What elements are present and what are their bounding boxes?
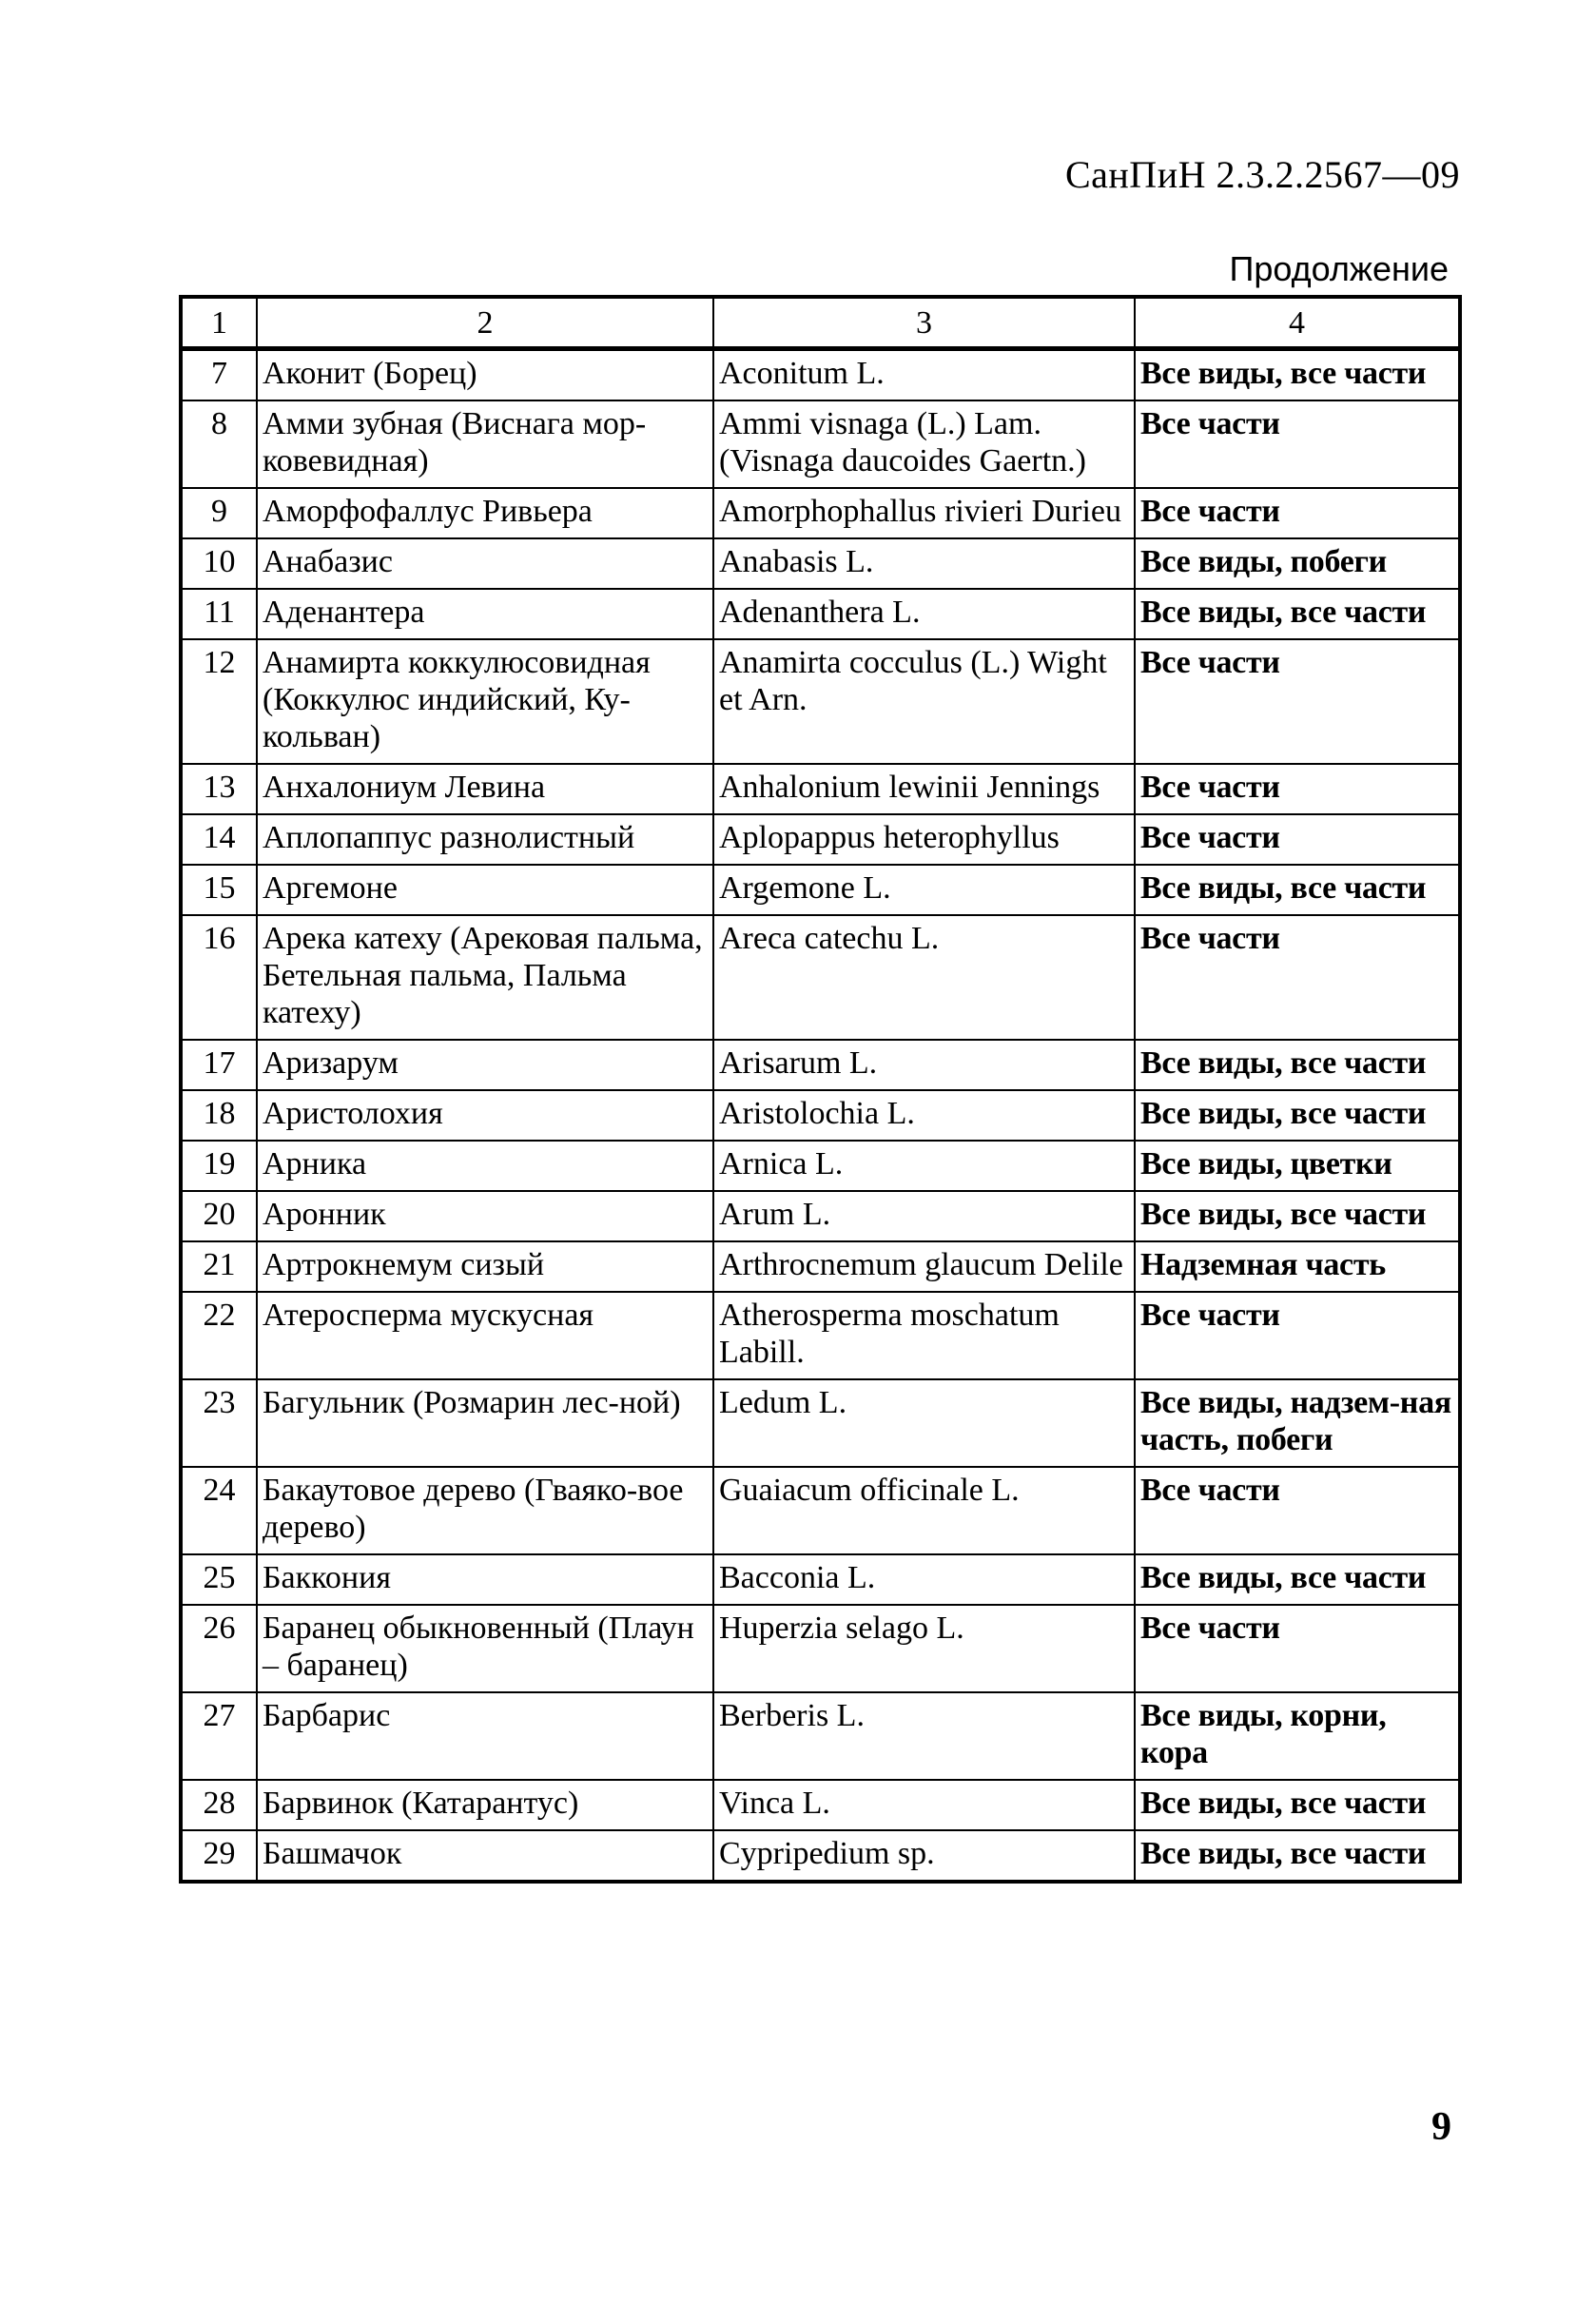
latin-name-cell: Anabasis L. bbox=[713, 538, 1135, 589]
latin-name-cell: Anhalonium lewinii Jennings bbox=[713, 764, 1135, 814]
row-number-cell: 25 bbox=[181, 1554, 257, 1605]
table-row bbox=[181, 639, 1460, 764]
russian-name-cell: Аконит (Борец) bbox=[257, 349, 713, 401]
column-header: 2 bbox=[257, 297, 713, 349]
russian-name-cell: Баккония bbox=[257, 1554, 713, 1605]
table-row bbox=[181, 1141, 1460, 1191]
plants-table-container bbox=[179, 295, 1458, 1884]
plant-part-cell: Все части bbox=[1135, 764, 1460, 814]
row-number-cell: 11 bbox=[181, 589, 257, 639]
latin-name-cell: Atherosperma moschatum Labill. bbox=[713, 1292, 1135, 1379]
russian-name-cell: Анхалониум Левина bbox=[257, 764, 713, 814]
latin-name-cell: Ledum L. bbox=[713, 1379, 1135, 1467]
latin-name-cell: Bacconia L. bbox=[713, 1554, 1135, 1605]
latin-name-cell: Arum L. bbox=[713, 1191, 1135, 1241]
table-row bbox=[181, 1467, 1460, 1554]
row-number-cell: 29 bbox=[181, 1830, 257, 1882]
table-row bbox=[181, 1191, 1460, 1241]
row-number-cell: 20 bbox=[181, 1191, 257, 1241]
russian-name-cell: Барвинок (Катарантус) bbox=[257, 1780, 713, 1830]
table-row bbox=[181, 1692, 1460, 1780]
latin-name-cell: Huperzia selago L. bbox=[713, 1605, 1135, 1692]
table-row bbox=[181, 589, 1460, 639]
row-number-cell: 19 bbox=[181, 1141, 257, 1191]
row-number-cell: 13 bbox=[181, 764, 257, 814]
plant-part-cell: Все части bbox=[1135, 1605, 1460, 1692]
table-row bbox=[181, 865, 1460, 915]
row-number-cell: 7 bbox=[181, 349, 257, 401]
plant-part-cell: Все виды, все части bbox=[1135, 1554, 1460, 1605]
latin-name-cell: Arisarum L. bbox=[713, 1040, 1135, 1090]
latin-name-cell: Guaiacum officinale L. bbox=[713, 1467, 1135, 1554]
latin-name-cell: Cypripedium sp. bbox=[713, 1830, 1135, 1882]
plant-part-cell: Все виды, цветки bbox=[1135, 1141, 1460, 1191]
plant-part-cell: Все части bbox=[1135, 1467, 1460, 1554]
table-body bbox=[181, 349, 1460, 1883]
latin-name-cell: Vinca L. bbox=[713, 1780, 1135, 1830]
plant-part-cell: Все виды, все части bbox=[1135, 349, 1460, 401]
row-number-cell: 15 bbox=[181, 865, 257, 915]
latin-name-cell: Arthrocnemum glaucum Delile bbox=[713, 1241, 1135, 1292]
row-number-cell: 23 bbox=[181, 1379, 257, 1467]
russian-name-cell: Арника bbox=[257, 1141, 713, 1191]
russian-name-cell: Аргемоне bbox=[257, 865, 713, 915]
table-row bbox=[181, 349, 1460, 401]
table-row bbox=[181, 764, 1460, 814]
table-row bbox=[181, 1605, 1460, 1692]
row-number-cell: 10 bbox=[181, 538, 257, 589]
latin-name-cell: Amorphophallus rivieri Durieu bbox=[713, 488, 1135, 538]
row-number-cell: 27 bbox=[181, 1692, 257, 1780]
table-row bbox=[181, 1241, 1460, 1292]
table-row bbox=[181, 1830, 1460, 1882]
table-row bbox=[181, 400, 1460, 488]
russian-name-cell: Багульник (Розмарин лес-ной) bbox=[257, 1379, 713, 1467]
latin-name-cell: Arnica L. bbox=[713, 1141, 1135, 1191]
row-number-cell: 28 bbox=[181, 1780, 257, 1830]
table-row bbox=[181, 538, 1460, 589]
plant-part-cell: Все виды, все части bbox=[1135, 1040, 1460, 1090]
russian-name-cell: Анамирта коккулюсовидная (Коккулюс индийский, Ку-кольван) bbox=[257, 639, 713, 764]
plant-part-cell: Все виды, все части bbox=[1135, 1090, 1460, 1141]
russian-name-cell: Арека катеху (Арековая пальма, Бетельная пальма, Пальма катеху) bbox=[257, 915, 713, 1040]
continuation-label: Продолжение bbox=[1229, 249, 1449, 288]
plant-part-cell: Все виды, надзем-ная часть, побеги bbox=[1135, 1379, 1460, 1467]
latin-name-cell: Berberis L. bbox=[713, 1692, 1135, 1780]
plant-part-cell: Все виды, все части bbox=[1135, 1830, 1460, 1882]
plant-part-cell: Все части bbox=[1135, 639, 1460, 764]
plant-part-cell: Все части bbox=[1135, 915, 1460, 1040]
russian-name-cell: Баранец обыкновенный (Плаун – баранец) bbox=[257, 1605, 713, 1692]
table-row bbox=[181, 814, 1460, 865]
document-code: СанПиН 2.3.2.2567—09 bbox=[1064, 153, 1460, 196]
row-number-cell: 17 bbox=[181, 1040, 257, 1090]
russian-name-cell: Бакаутовое дерево (Гваяко-вое дерево) bbox=[257, 1467, 713, 1554]
row-number-cell: 22 bbox=[181, 1292, 257, 1379]
latin-name-cell: Aconitum L. bbox=[713, 349, 1135, 401]
table-row bbox=[181, 915, 1460, 1040]
latin-name-cell: Aristolochia L. bbox=[713, 1090, 1135, 1141]
russian-name-cell: Аронник bbox=[257, 1191, 713, 1241]
russian-name-cell: Аплопаппус разнолистный bbox=[257, 814, 713, 865]
plant-part-cell: Все виды, все части bbox=[1135, 1191, 1460, 1241]
row-number-cell: 18 bbox=[181, 1090, 257, 1141]
plant-part-cell: Надземная часть bbox=[1135, 1241, 1460, 1292]
row-number-cell: 9 bbox=[181, 488, 257, 538]
russian-name-cell: Аморфофаллус Ривьера bbox=[257, 488, 713, 538]
plant-part-cell: Все виды, все части bbox=[1135, 589, 1460, 639]
russian-name-cell: Башмачок bbox=[257, 1830, 713, 1882]
table-row bbox=[181, 1292, 1460, 1379]
row-number-cell: 21 bbox=[181, 1241, 257, 1292]
plant-part-cell: Все части bbox=[1135, 400, 1460, 488]
russian-name-cell: Аденантера bbox=[257, 589, 713, 639]
table-row bbox=[181, 488, 1460, 538]
russian-name-cell: Артрокнемум сизый bbox=[257, 1241, 713, 1292]
russian-name-cell: Барбарис bbox=[257, 1692, 713, 1780]
latin-name-cell: Ammi visnaga (L.) Lam. (Visnaga daucoides Gaertn.) bbox=[713, 400, 1135, 488]
latin-name-cell: Anamirta cocculus (L.) Wight et Arn. bbox=[713, 639, 1135, 764]
table-row bbox=[181, 1780, 1460, 1830]
column-header: 1 bbox=[181, 297, 257, 349]
table-row bbox=[181, 1090, 1460, 1141]
russian-name-cell: Аризарум bbox=[257, 1040, 713, 1090]
plant-part-cell: Все виды, все части bbox=[1135, 865, 1460, 915]
row-number-cell: 12 bbox=[181, 639, 257, 764]
row-number-cell: 26 bbox=[181, 1605, 257, 1692]
russian-name-cell: Анабазис bbox=[257, 538, 713, 589]
russian-name-cell: Аристолохия bbox=[257, 1090, 713, 1141]
russian-name-cell: Амми зубная (Виснага мор-ковевидная) bbox=[257, 400, 713, 488]
plant-part-cell: Все виды, корни, кора bbox=[1135, 1692, 1460, 1780]
row-number-cell: 8 bbox=[181, 400, 257, 488]
plant-part-cell: Все части bbox=[1135, 1292, 1460, 1379]
table-header-row bbox=[181, 297, 1460, 349]
latin-name-cell: Aplopappus heterophyllus bbox=[713, 814, 1135, 865]
row-number-cell: 14 bbox=[181, 814, 257, 865]
latin-name-cell: Areca catechu L. bbox=[713, 915, 1135, 1040]
page-number: 9 bbox=[1431, 2105, 1451, 2149]
plants-table bbox=[179, 295, 1462, 1884]
column-header: 3 bbox=[713, 297, 1135, 349]
latin-name-cell: Adenanthera L. bbox=[713, 589, 1135, 639]
russian-name-cell: Атеросперма мускусная bbox=[257, 1292, 713, 1379]
table-row bbox=[181, 1379, 1460, 1467]
latin-name-cell: Argemone L. bbox=[713, 865, 1135, 915]
plant-part-cell: Все части bbox=[1135, 814, 1460, 865]
row-number-cell: 24 bbox=[181, 1467, 257, 1554]
table-row bbox=[181, 1040, 1460, 1090]
column-header: 4 bbox=[1135, 297, 1460, 349]
table-row bbox=[181, 1554, 1460, 1605]
plant-part-cell: Все виды, побеги bbox=[1135, 538, 1460, 589]
plant-part-cell: Все части bbox=[1135, 488, 1460, 538]
plant-part-cell: Все виды, все части bbox=[1135, 1780, 1460, 1830]
row-number-cell: 16 bbox=[181, 915, 257, 1040]
